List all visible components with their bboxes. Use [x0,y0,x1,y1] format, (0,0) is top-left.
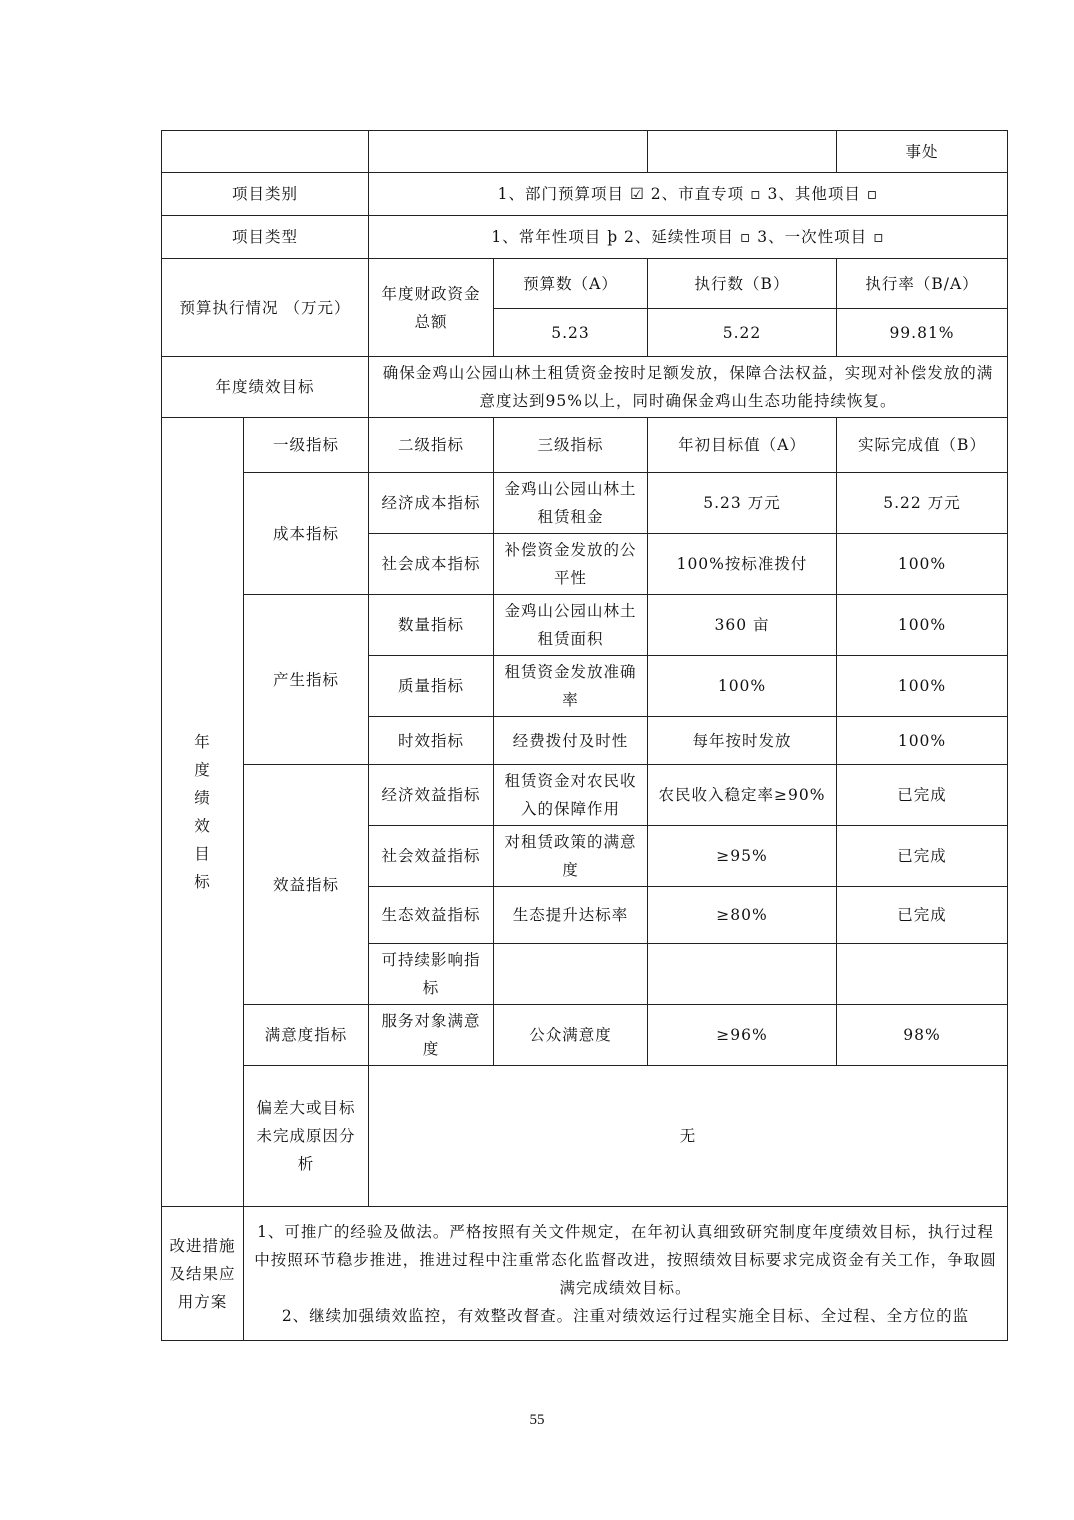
budget-value-rate: 99.81% [837,309,1008,357]
deviation-row [162,1066,1008,1207]
row-actual: 100% [837,656,1008,717]
row-actual: 100% [837,534,1008,595]
side-char-4: 效 [194,817,211,835]
row-l2: 时效指标 [369,717,494,765]
row-l2: 经济成本指标 [369,473,494,534]
type-options: 1、常年性项目 þ 2、延续性项目 ▫ 3、一次性项目 ▫ [369,216,1008,259]
category-row [162,173,1008,216]
type-label: 项目类型 [162,216,369,259]
side-char-1: 年 [194,733,211,751]
indicator-side-label [162,418,244,1207]
row-l2: 可持续影响指标 [369,944,494,1005]
annual-goal-text: 确保金鸡山公园山林土租赁资金按时足额发放，保障合法权益，实现对补偿发放的满意度达到95%以上，同时确保金鸡山生态功能持续恢复。 [369,357,1008,418]
row-l3: 生态提升达标率 [494,887,648,944]
row-l3: 经费拨付及时性 [494,717,648,765]
row-l3: 租赁资金发放准确率 [494,656,648,717]
budget-value-b: 5.22 [648,309,837,357]
table-row [162,1005,1008,1066]
row-l3 [494,944,648,1005]
row-l2: 社会效益指标 [369,826,494,887]
improvement-paragraph-1: 1、可推广的经验及做法。严格按照有关文件规定，在年初认真细致研究制度年度绩效目标，执行过程中按照环节稳步推进，推进过程中注重常态化监督改进，按照绩效目标要求完成资金有关工作，争取圆满完成绩效目标。 [254,1222,997,1297]
category-label: 项目类别 [162,173,369,216]
page-number: 55 [529,1412,545,1428]
row-target: 100% [648,656,837,717]
row-l3: 补偿资金发放的公平性 [494,534,648,595]
group-output: 产生指标 [244,595,369,765]
header-target: 年初目标值（A） [648,418,837,473]
improvement-row [162,1207,1008,1341]
row-l3: 对租赁政策的满意度 [494,826,648,887]
row-l2: 质量指标 [369,656,494,717]
group-satisfaction: 满意度指标 [244,1005,369,1066]
group-benefit: 效益指标 [244,765,369,1005]
header-level3: 三级指标 [494,418,648,473]
row-target [648,944,837,1005]
type-row [162,216,1008,259]
row-l3: 金鸡山公园山林土租赁租金 [494,473,648,534]
header-level2: 二级指标 [369,418,494,473]
side-char-2: 度 [194,761,211,779]
row-target: 360 亩 [648,595,837,656]
row-actual: 100% [837,717,1008,765]
deviation-text: 无 [369,1066,1008,1207]
top-row-cell-3 [648,131,837,173]
row-l2: 经济效益指标 [369,765,494,826]
row-l3: 租赁资金对农民收入的保障作用 [494,765,648,826]
side-char-5: 目 [194,845,211,863]
budget-label: 预算执行情况 （万元） [162,259,369,357]
improvement-text [244,1207,1008,1341]
top-row [162,131,1008,173]
table-row [162,595,1008,656]
row-l3: 金鸡山公园山林土租赁面积 [494,595,648,656]
row-l2: 社会成本指标 [369,534,494,595]
row-actual: 98% [837,1005,1008,1066]
budget-header-a: 预算数（A） [494,259,648,309]
annual-goal-row [162,357,1008,418]
row-l2: 生态效益指标 [369,887,494,944]
category-options: 1、部门预算项目 ☑ 2、市直专项 ▫ 3、其他项目 ▫ [369,173,1008,216]
row-target: ≥95% [648,826,837,887]
row-actual: 已完成 [837,826,1008,887]
row-target: ≥96% [648,1005,837,1066]
top-row-cell-1 [162,131,369,173]
header-level1: 一级指标 [244,418,369,473]
row-target: ≥80% [648,887,837,944]
budget-header-row [162,259,1008,309]
improvement-label: 改进措施及结果应用方案 [162,1207,244,1341]
side-char-3: 绩 [194,789,211,807]
table-row [162,765,1008,826]
improvement-paragraph-2: 2、继续加强绩效监控，有效整改督查。注重对绩效运行过程实施全目标、全过程、全方位的监 [281,1306,970,1325]
side-char-6: 标 [194,873,211,891]
group-cost: 成本指标 [244,473,369,595]
row-actual [837,944,1008,1005]
row-actual: 已完成 [837,887,1008,944]
row-l3: 公众满意度 [494,1005,648,1066]
row-actual: 5.22 万元 [837,473,1008,534]
top-row-cell-4: 事处 [837,131,1008,173]
row-l2: 服务对象满意度 [369,1005,494,1066]
top-row-cell-2 [369,131,648,173]
row-actual: 已完成 [837,765,1008,826]
table-row [162,473,1008,534]
performance-table [161,130,1008,1341]
indicator-header-row [162,418,1008,473]
row-target: 每年按时发放 [648,717,837,765]
budget-value-a: 5.23 [494,309,648,357]
row-target: 农民收入稳定率≥90% [648,765,837,826]
budget-sub-label: 年度财政资金总额 [369,259,494,357]
budget-header-b: 执行数（B） [648,259,837,309]
deviation-label: 偏差大或目标未完成原因分析 [244,1066,369,1207]
header-actual: 实际完成值（B） [837,418,1008,473]
budget-header-rate: 执行率（B/A） [837,259,1008,309]
row-l2: 数量指标 [369,595,494,656]
row-target: 5.23 万元 [648,473,837,534]
row-target: 100%按标准拨付 [648,534,837,595]
annual-goal-label: 年度绩效目标 [162,357,369,418]
row-actual: 100% [837,595,1008,656]
